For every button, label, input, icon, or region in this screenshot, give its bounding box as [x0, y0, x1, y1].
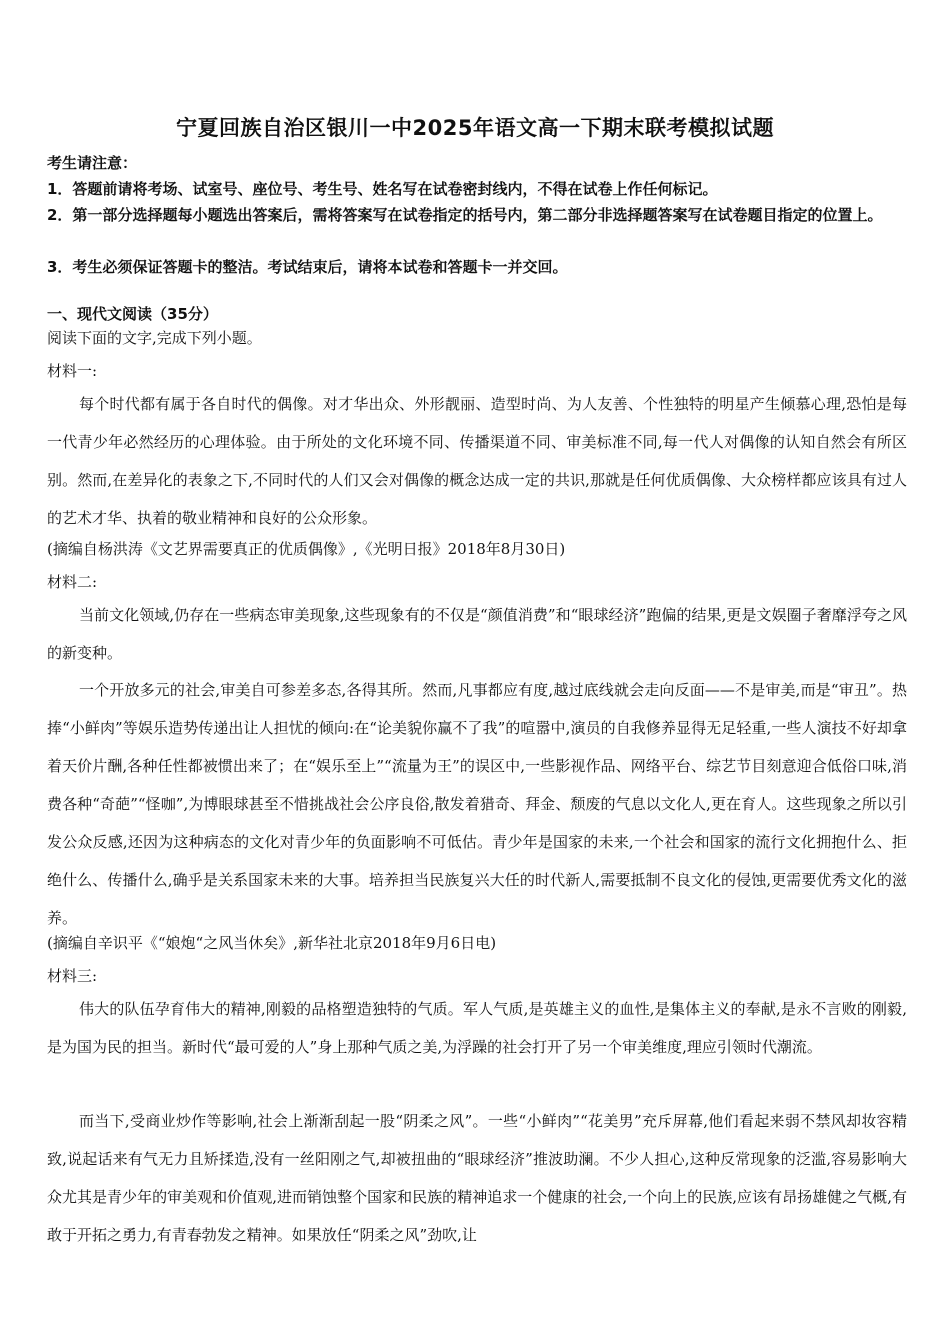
material-2-label: 材料二: [47, 573, 98, 591]
material-1-source: (摘编自杨洪涛《文艺界需要真正的优质偶像》,《光明日报》2018年8月30日) [47, 540, 566, 558]
material-2-source: (摘编自辛识平《“娘炮“之风当休矣》,新华社北京2018年9月6日电) [47, 934, 497, 952]
section-heading: 一、现代文阅读（35分） [47, 305, 218, 323]
material-3-label: 材料三: [47, 967, 98, 985]
material-1-label: 材料一: [47, 362, 98, 380]
notice-item-2: 2．第一部分选择题每小题选出答案后，需将答案写在试卷指定的括号内，第二部分非选择题答案写在试卷题目指定的位置上。 [47, 206, 883, 224]
material-3-paragraph-1: 伟大的队伍孕育伟大的精神,刚毅的品格塑造独特的气质。军人气质,是英雄主义的血性,是集体主义的奉献,是永不言败的刚毅,是为国为民的担当。新时代“最可爱的人”身上那种气质之美,为浮躁的社会打开了另一个审美维度,理应引领时代潮流。 [47, 1000, 907, 1056]
material-3-paragraph-2: 而当下,受商业炒作等影响,社会上渐渐刮起一股“阴柔之风”。一些“小鲜肉”“花美男”充斥屏幕,他们看起来弱不禁风却妆容精致,说起话来有气无力且矫揉造,没有一丝阳刚之气,却被扭曲的“眼球经济”推波助澜。不少人担心,这种反常现象的泛滥,容易影响大众尤其是青少年的审美观和价值观,进而销蚀整个国家和民族的精神追求一个健康的社会,一个向上的民族,应该有昂扬雄健之气概,有敢于开拓之勇力,有青春勃发之精神。如果放任“阴柔之风”劲吹,让 [47, 1112, 907, 1244]
material-2-paragraph-1: 当前文化领域,仍存在一些病态审美现象,这些现象有的不仅是“颜值消费”和“眼球经济”跑偏的结果,更是文娱圈子奢靡浮夸之风的新变种。 [47, 606, 907, 662]
section-instruction: 阅读下面的文字,完成下列小题。 [47, 329, 262, 347]
notice-item-1: 1．答题前请将考场、试室号、座位号、考生号、姓名写在试卷密封线内，不得在试卷上作任何标记。 [47, 180, 718, 198]
page-title: 宁夏回族自治区银川一中2025年语文高一下期末联考模拟试题 [176, 116, 774, 140]
material-1-paragraph-1: 每个时代都有属于各自时代的偶像。对才华出众、外形靓丽、造型时尚、为人友善、个性独特的明星产生倾慕心理,恐怕是每一代青少年必然经历的心理体验。由于所处的文化环境不同、传播渠道不同、审美标准不同,每一代人对偶像的认知自然会有所区别。然而,在差异化的表象之下,不同时代的人们又会对偶像的概念达成一定的共识,那就是任何优质偶像、大众榜样都应该具有过人的艺术才华、执着的敬业精神和良好的公众形象。 [47, 395, 907, 527]
notice-heading: 考生请注意： [47, 154, 138, 172]
notice-item-3: 3．考生必须保证答题卡的整洁。考试结束后，请将本试卷和答题卡一并交回。 [47, 258, 568, 276]
material-2-paragraph-2: 一个开放多元的社会,审美自可参差多态,各得其所。然而,凡事都应有度,越过底线就会走向反面——不是审美,而是“审丑”。热捧“小鲜肉”等娱乐造势传递出让人担忧的倾向:在“论美貌你赢不了我”的喧嚣中,演员的自我修养显得无足轻重,一些人演技不好却拿着天价片酬,各种任性都被惯出来了；在“娱乐至上”“流量为王”的误区中,一些影视作品、网络平台、综艺节目刻意迎合低俗口味,消费各种“奇葩”“怪咖”,为博眼球甚至不惜挑战社会公序良俗,散发着猎奇、拜金、颓废的气息以文化人,更在育人。这些现象之所以引发公众反感,还因为这种病态的文化对青少年的负面影响不可低估。青少年是国家的未来,一个社会和国家的流行文化拥抱什么、拒绝什么、传播什么,确乎是关系国家未来的大事。培养担当民族复兴大任的时代新人,需要抵制不良文化的侵蚀,更需要优秀文化的滋养。 [47, 681, 907, 927]
